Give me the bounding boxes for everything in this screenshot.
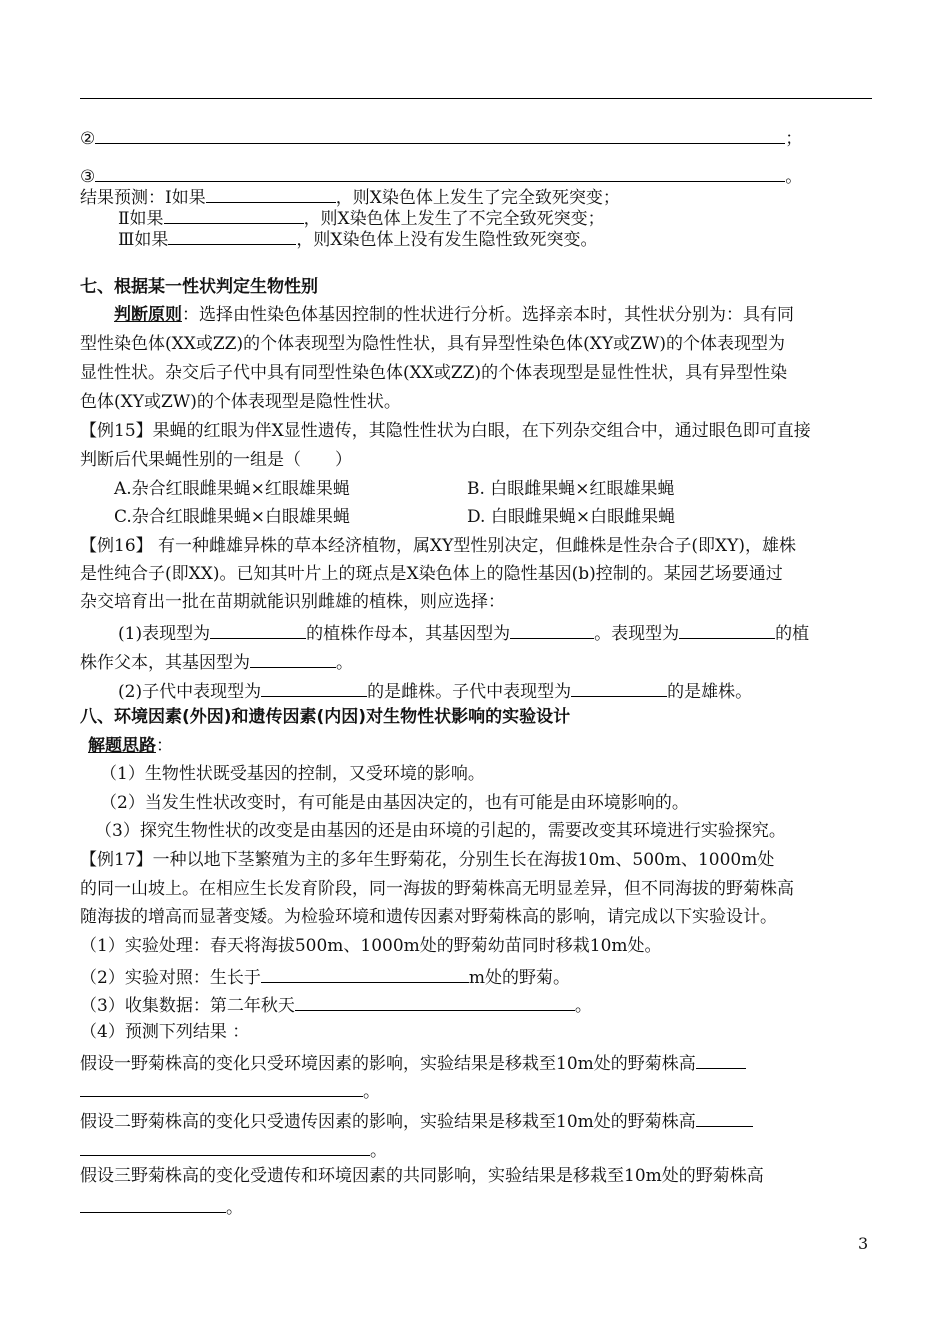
answer-blank[interactable] [679,620,775,639]
hypothesis-1-cont: 。 [80,1078,380,1103]
section-8-heading: 八、环境因素(外因)和遗传因素(内因)对生物性状影响的实验设计 [80,707,571,727]
answer-blank[interactable] [261,678,367,697]
example-16-line-2: 是性纯合子(即XX)。已知其叶片上的斑点是X染色体上的隐性基因(b)控制的。某园艺场要通过 [80,564,783,584]
option-c[interactable]: C.杂合红眼雌果蝇×白眼雄果蝇 [114,507,351,527]
example-17-line-2: 的同一山坡上。在相应生长发育阶段，同一海拔的野菊株高无明显差异，但不同海拔的野菊株高 [80,879,794,899]
item-3: ③ 。 [80,163,802,188]
step-2: （2）实验对照：生长于 m处的野菊。 [80,964,570,989]
thinking-label: 解题思路： [88,736,173,756]
point-3: （3）探究生物性状的改变是由基因的还是由环境的引起的，需要改变其环境进行实验探究。 [95,821,786,841]
answer-blank[interactable] [696,1108,753,1127]
answer-blank[interactable] [95,125,785,144]
hypothesis-1: 假设一野菊株高的变化只受环境因素的影响，实验结果是移栽至10m处的野菊株高 [80,1050,746,1075]
example-17-line-3: 随海拔的增高而显著变矮。为检验环境和遗传因素对野菊株高的影响，请完成以下实验设计。 [80,907,777,927]
answer-blank[interactable] [95,163,785,182]
page-number: 3 [858,1234,869,1253]
prediction-3: Ⅲ如果 ，则X染色体上没有发生隐性致死突变。 [118,226,598,251]
question-2: (2)子代中表现型为 的是雌株。子代中表现型为 的是雄株。 [118,678,752,703]
answer-blank[interactable] [168,226,296,245]
principle-line-4: 色体(XY或ZW)的个体表现型是隐性性状。 [80,392,401,412]
answer-blank[interactable] [164,205,304,224]
principle-line-1: 判断原则：选择由性染色体基因控制的性状进行分析。选择亲本时，其性状分别为：具有同 [114,305,794,325]
answer-blank[interactable] [210,620,306,639]
answer-blank[interactable] [250,649,336,668]
prediction-2: Ⅱ如果 ，则X染色体上发生了不完全致死突变； [118,205,605,230]
answer-blank[interactable] [510,620,594,639]
hypothesis-2: 假设二野菊株高的变化只受遗传因素的影响，实验结果是移栽至10m处的野菊株高 [80,1108,753,1133]
hypothesis-3-cont: 。 [80,1194,243,1219]
answer-blank[interactable] [696,1050,746,1069]
question-1: (1)表现型为 的植株作母本，其基因型为 。表现型为 的植 [118,620,809,645]
answer-blank[interactable] [261,964,469,983]
answer-blank[interactable] [80,1137,370,1156]
step-1: （1）实验处理：春天将海拔500m、1000m处的野菊幼苗同时移栽10m处。 [80,936,662,956]
option-d[interactable]: D. 白眼雌果蝇×白眼雌果蝇 [467,507,676,527]
hypothesis-3: 假设三野菊株高的变化受遗传和环境因素的共同影响，实验结果是移栽至10m处的野菊株高 [80,1166,764,1186]
section-7-heading: 七、根据某一性状判定生物性别 [80,277,318,297]
header-rule [80,98,872,99]
example-15-line-1: 【例15】果蝇的红眼为伴X显性遗传，其隐性性状为白眼，在下列杂交组合中，通过眼色即可直接 [80,421,811,441]
point-2: （2）当发生性状改变时，有可能是由基因决定的，也有可能是由环境影响的。 [100,793,689,813]
option-b[interactable]: B. 白眼雌果蝇×红眼雄果蝇 [467,479,675,499]
step-3: （3）收集数据：第二年秋天 。 [80,992,592,1017]
question-1-cont: 株作父本，其基因型为 。 [80,649,353,674]
hypothesis-2-cont: 。 [80,1137,387,1162]
principle-line-2: 型性染色体(XX或ZZ)的个体表现型为隐性性状，具有异型性染色体(XY或ZW)的个体表现型为 [80,334,785,354]
answer-blank[interactable] [571,678,667,697]
step-4: （4）预测下列结果 ： [80,1022,250,1042]
example-17-line-1: 【例17】一种以地下茎繁殖为主的多年生野菊花，分别生长在海拔10m、500m、1000m处 [80,850,775,870]
example-15-line-2: 判断后代果蝇性别的一组是（ ） [80,450,352,470]
answer-blank[interactable] [80,1078,363,1097]
answer-blank[interactable] [206,184,336,203]
item-2: ② ； [80,125,802,150]
prediction-1: 结果预测：Ⅰ如果 ，则X染色体上发生了完全致死突变； [80,184,620,209]
option-a[interactable]: A.杂合红眼雌果蝇×红眼雄果蝇 [114,479,350,499]
example-16-line-1: 【例16】 有一种雌雄异株的草本经济植物，属XY型性别决定，但雌株是性杂合子(即XY)，雄株 [80,536,796,556]
answer-blank[interactable] [295,992,575,1011]
example-16-line-3: 杂交培育出一批在苗期就能识别雌雄的植株，则应选择： [80,592,505,612]
answer-blank[interactable] [80,1194,226,1213]
principle-line-3: 显性性状。杂交后子代中具有同型性染色体(XX或ZZ)的个体表现型是显性性状，具有异型性染 [80,363,788,383]
point-1: （1）生物性状既受基因的控制，又受环境的影响。 [100,764,485,784]
